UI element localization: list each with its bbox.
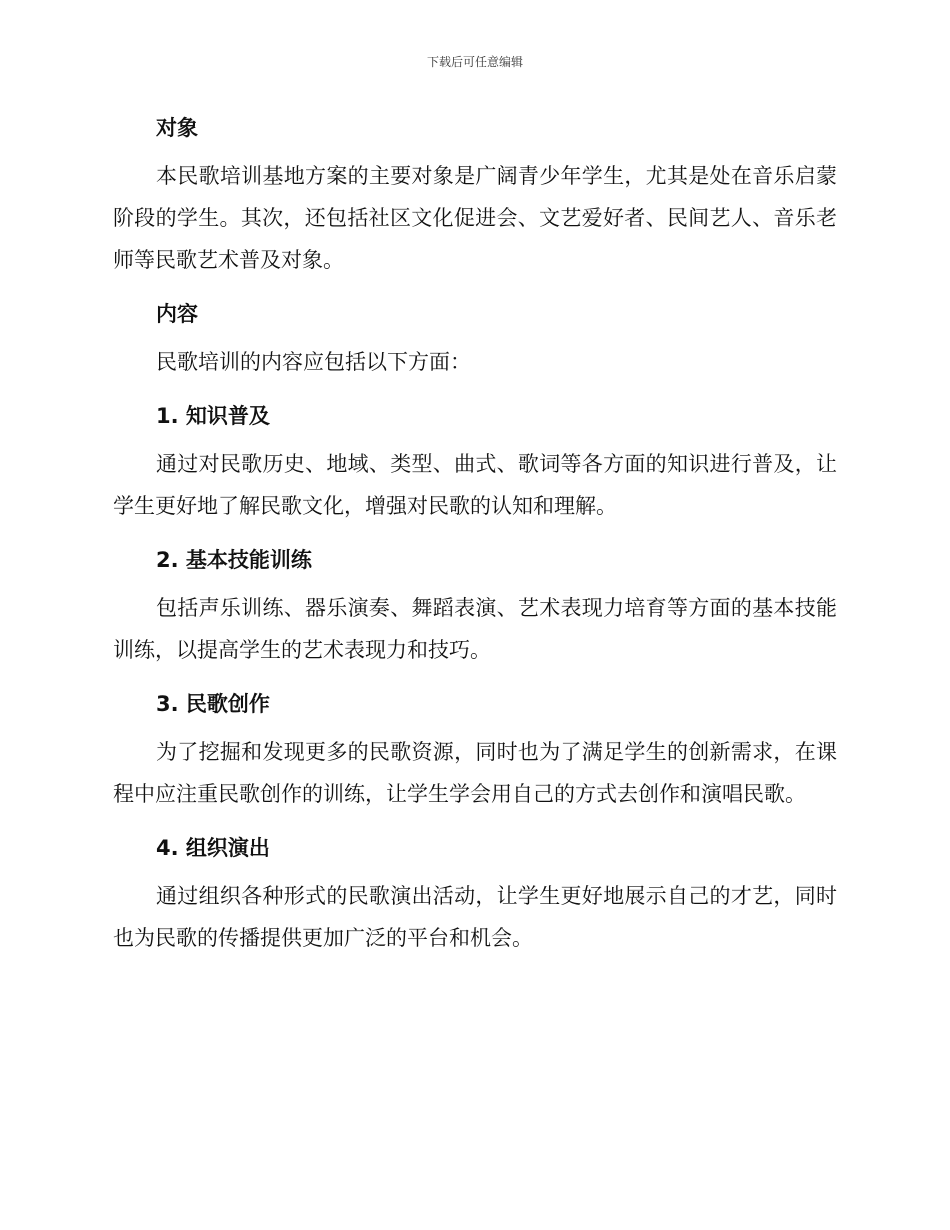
section-heading-objects: 对象 xyxy=(156,116,198,140)
paragraph-objects: 本民歌培训基地方案的主要对象是广阔青少年学生，尤其是处在音乐启蒙阶段的学生。其次，还包括社区文化促进会、文艺爱好者、民间艺人、音乐老师等民歌艺术普及对象。 xyxy=(113,164,837,272)
section-heading-creation: 3. 民歌创作 xyxy=(156,692,270,716)
section-heading-performance: 4. 组织演出 xyxy=(156,836,270,860)
page-header: 下载后可任意编辑 xyxy=(426,55,523,69)
section-heading-content: 内容 xyxy=(156,302,198,326)
paragraph-skills: 包括声乐训练、器乐演奏、舞蹈表演、艺术表现力培育等方面的基本技能训练，以提高学生的艺术表现力和技巧。 xyxy=(113,596,837,662)
paragraph-creation: 为了挖掘和发现更多的民歌资源，同时也为了满足学生的创新需求，在课程中应注重民歌创作的训练，让学生学会用自己的方式去创作和演唱民歌。 xyxy=(113,740,837,806)
section-heading-knowledge: 1. 知识普及 xyxy=(156,404,270,428)
document-body xyxy=(113,108,837,959)
paragraph-performance: 通过组织各种形式的民歌演出活动，让学生更好地展示自己的才艺，同时也为民歌的传播提供更加广泛的平台和机会。 xyxy=(113,884,837,950)
paragraph-content-intro: 民歌培训的内容应包括以下方面： xyxy=(156,350,471,374)
section-heading-skills: 2. 基本技能训练 xyxy=(156,548,312,572)
paragraph-knowledge: 通过对民歌历史、地域、类型、曲式、歌词等各方面的知识进行普及，让学生更好地了解民歌文化，增强对民歌的认知和理解。 xyxy=(113,452,837,518)
